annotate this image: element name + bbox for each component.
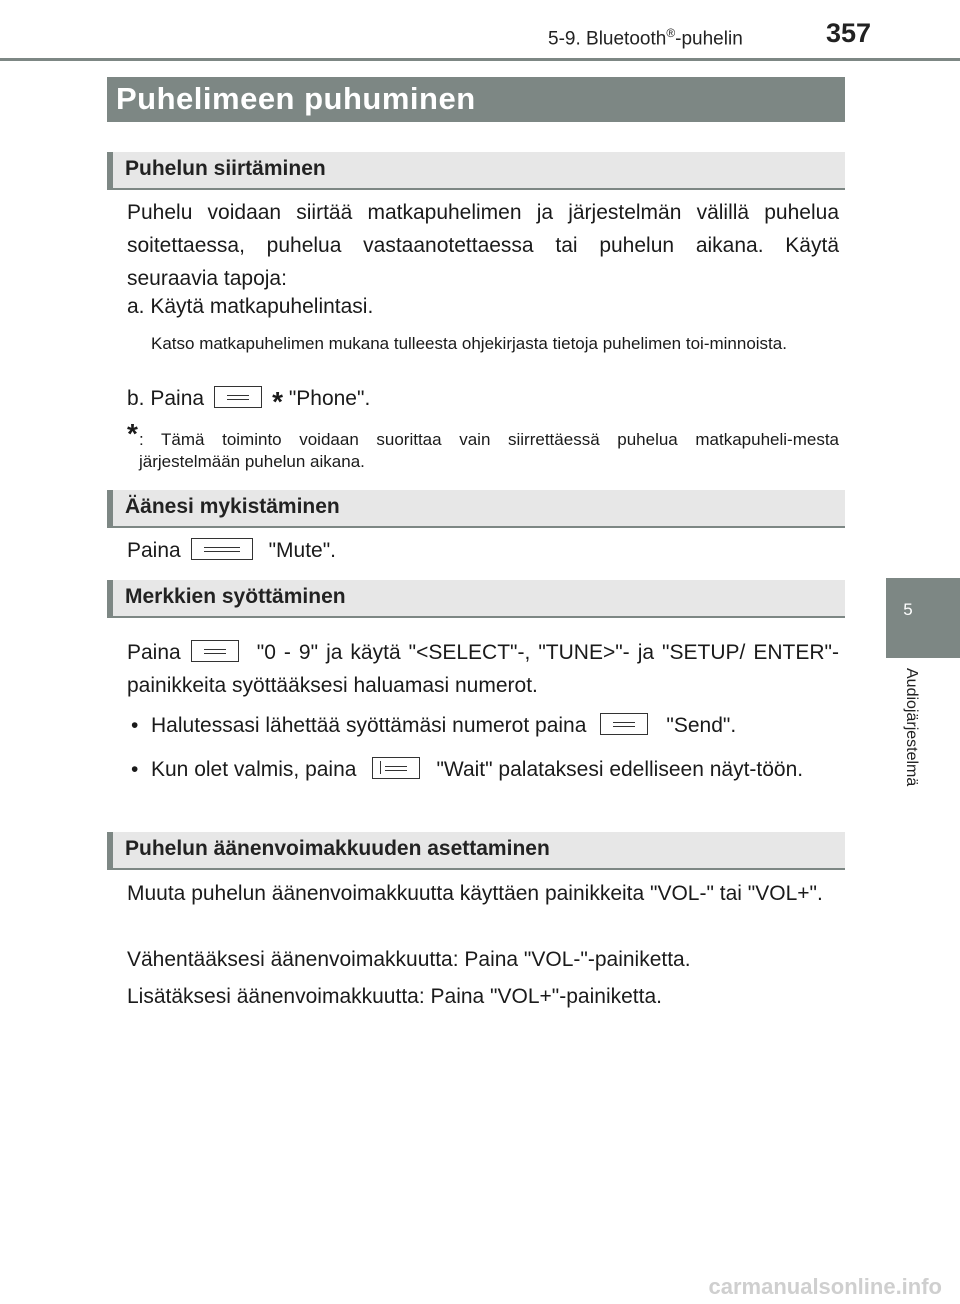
transfer-footnote — [139, 429, 839, 473]
section-heading-text: Äänesi mykistäminen — [125, 495, 340, 518]
running-header — [548, 26, 743, 50]
enter-bullet-send — [151, 709, 839, 742]
bullet1-suffix: "Send". — [666, 714, 737, 737]
mute-button-icon — [191, 538, 253, 560]
wait-button-icon — [372, 757, 420, 779]
footnote-text: : Tämä toiminto voidaan suorittaa vain siirrettäessä puhelua matkapuheli-mesta järjestelmään puhelun aikana. — [139, 430, 839, 471]
header-section-suffix: -puhelin — [675, 28, 743, 50]
section-heading-text: Puhelun äänenvoimakkuuden asettaminen — [125, 837, 550, 860]
bullet2-prefix: Kun olet valmis, paina — [151, 758, 357, 781]
send-button-icon — [600, 713, 648, 735]
watermark: carmanualsonline.info — [708, 1274, 942, 1299]
volume-para2: Vähentääksesi äänenvoimakkuutta: Paina "VOL-"-painiketta. — [127, 948, 691, 971]
header-rule — [0, 58, 960, 61]
section-heading-volume — [107, 832, 845, 870]
transfer-intro: Puhelu voidaan siirtää matkapuhelimen ja järjestelmän välillä puhelua soitettaessa, puhelua vastaanotettaessa tai puhelun aikana. Käytä seuraavia tapoja: — [127, 201, 839, 290]
bullet-mark: • — [131, 758, 139, 781]
transfer-option-a: a. Käytä matkapuhelintasi. — [127, 295, 374, 318]
bullet2-suffix: "Wait" palataksesi edelliseen näyt-töön. — [436, 758, 804, 781]
phone-button-icon — [214, 386, 262, 408]
number-button-icon — [191, 640, 239, 662]
enter-prefix: Paina — [127, 641, 181, 664]
bullet-mark: • — [131, 714, 139, 737]
enter-instruction — [127, 636, 839, 702]
registered-mark: ® — [666, 26, 676, 40]
page-number: 357 — [826, 18, 872, 48]
transfer-option-a-note: Katso matkapuhelimen mukana tulleesta ohjekirjasta tietoja puhelimen toi-minnoista. — [151, 334, 787, 353]
footnote-asterisk: * — [127, 418, 138, 449]
option-b-suffix: "Phone". — [288, 387, 371, 410]
asterisk-mark: * — [272, 386, 283, 417]
mute-suffix: "Mute". — [268, 539, 336, 562]
header-section-text: 5-9. Bluetooth — [548, 28, 667, 50]
transfer-option-b — [127, 382, 839, 418]
chapter-number: 5 — [903, 600, 913, 619]
section-heading-transfer — [107, 152, 845, 190]
section-heading-mute — [107, 490, 845, 528]
chapter-title: Audiojärjestelmä — [903, 668, 920, 787]
mute-prefix: Paina — [127, 539, 181, 562]
enter-suffix: "0 - 9" ja käytä "<SELECT"-, "TUNE>"- ja "SETUP/ ENTER"-painikkeita syöttääksesi haluamasi numerot. — [127, 641, 839, 697]
bullet1-prefix: Halutessasi lähettää syöttämäsi numerot paina — [151, 714, 587, 737]
section-heading-text: Puhelun siirtäminen — [125, 157, 326, 180]
section-heading-enter — [107, 580, 845, 618]
mute-instruction — [127, 534, 839, 567]
section-heading-text: Merkkien syöttäminen — [125, 585, 346, 608]
enter-bullet-wait — [151, 753, 839, 786]
volume-para1: Muuta puhelun äänenvoimakkuutta käyttäen painikkeita "VOL-" tai "VOL+". — [127, 882, 823, 905]
volume-para3: Lisätäksesi äänenvoimakkuutta: Paina "VOL+"-painiketta. — [127, 985, 662, 1008]
page-title: Puhelimeen puhuminen — [116, 81, 476, 116]
option-b-prefix: b. Paina — [127, 387, 205, 410]
